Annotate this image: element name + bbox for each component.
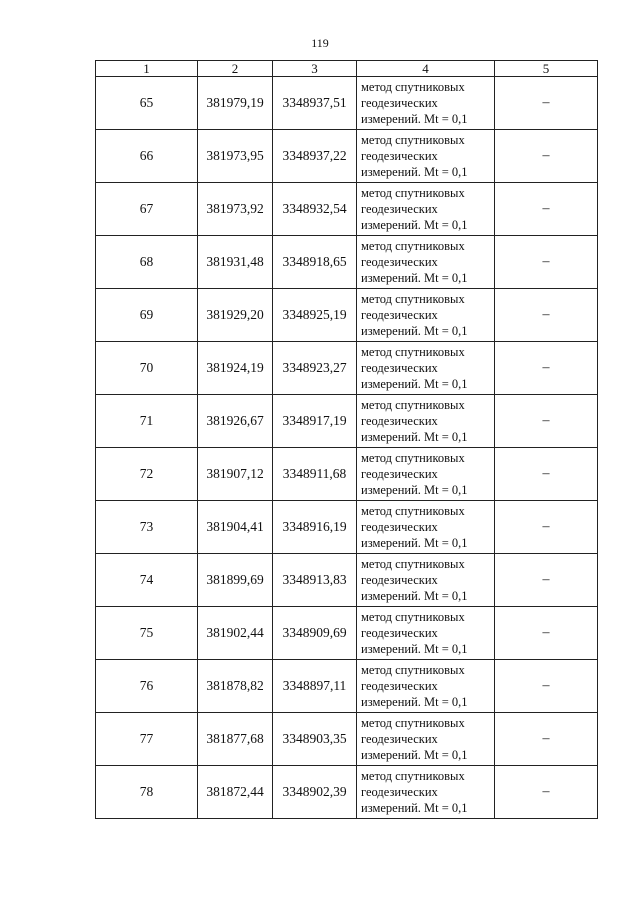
note-cell: – bbox=[495, 607, 598, 660]
method-description: метод спутниковых геодезических измерений. Mt = 0,1 bbox=[357, 183, 495, 236]
coordinate-y: 3348923,27 bbox=[273, 342, 357, 395]
point-number: 68 bbox=[96, 236, 198, 289]
note-cell: – bbox=[495, 713, 598, 766]
note-cell: – bbox=[495, 342, 598, 395]
note-cell: – bbox=[495, 395, 598, 448]
coordinate-y: 3348897,11 bbox=[273, 660, 357, 713]
coordinate-x: 381924,19 bbox=[198, 342, 273, 395]
coordinate-y: 3348911,68 bbox=[273, 448, 357, 501]
point-number: 71 bbox=[96, 395, 198, 448]
coordinate-x: 381878,82 bbox=[198, 660, 273, 713]
coordinate-x: 381877,68 bbox=[198, 713, 273, 766]
header-col-3: 3 bbox=[273, 61, 357, 77]
note-cell: – bbox=[495, 130, 598, 183]
method-description: метод спутниковых геодезических измерений. Mt = 0,1 bbox=[357, 130, 495, 183]
point-number: 72 bbox=[96, 448, 198, 501]
method-description: метод спутниковых геодезических измерений. Mt = 0,1 bbox=[357, 554, 495, 607]
table-row bbox=[96, 501, 598, 554]
note-cell: – bbox=[495, 660, 598, 713]
method-description: метод спутниковых геодезических измерений. Mt = 0,1 bbox=[357, 77, 495, 130]
note-cell: – bbox=[495, 766, 598, 819]
coordinate-x: 381929,20 bbox=[198, 289, 273, 342]
note-cell: – bbox=[495, 554, 598, 607]
table-row bbox=[96, 395, 598, 448]
coordinate-x: 381907,12 bbox=[198, 448, 273, 501]
coordinate-y: 3348917,19 bbox=[273, 395, 357, 448]
header-col-2: 2 bbox=[198, 61, 273, 77]
point-number: 77 bbox=[96, 713, 198, 766]
table-row bbox=[96, 660, 598, 713]
table-row bbox=[96, 766, 598, 819]
method-description: метод спутниковых геодезических измерений. Mt = 0,1 bbox=[357, 342, 495, 395]
coordinate-x: 381926,67 bbox=[198, 395, 273, 448]
method-description: метод спутниковых геодезических измерений. Mt = 0,1 bbox=[357, 660, 495, 713]
coordinate-x: 381973,92 bbox=[198, 183, 273, 236]
method-description: метод спутниковых геодезических измерений. Mt = 0,1 bbox=[357, 501, 495, 554]
method-description: метод спутниковых геодезических измерений. Mt = 0,1 bbox=[357, 289, 495, 342]
point-number: 65 bbox=[96, 77, 198, 130]
method-description: метод спутниковых геодезических измерений. Mt = 0,1 bbox=[357, 713, 495, 766]
coordinate-y: 3348913,83 bbox=[273, 554, 357, 607]
header-col-4: 4 bbox=[357, 61, 495, 77]
header-col-5: 5 bbox=[495, 61, 598, 77]
table-row bbox=[96, 236, 598, 289]
point-number: 76 bbox=[96, 660, 198, 713]
method-description: метод спутниковых геодезических измерений. Mt = 0,1 bbox=[357, 395, 495, 448]
point-number: 70 bbox=[96, 342, 198, 395]
table-row bbox=[96, 713, 598, 766]
table-row bbox=[96, 289, 598, 342]
table-row bbox=[96, 183, 598, 236]
point-number: 78 bbox=[96, 766, 198, 819]
coordinate-y: 3348916,19 bbox=[273, 501, 357, 554]
table-body bbox=[96, 77, 598, 819]
note-cell: – bbox=[495, 77, 598, 130]
point-number: 66 bbox=[96, 130, 198, 183]
note-cell: – bbox=[495, 236, 598, 289]
method-description: метод спутниковых геодезических измерений. Mt = 0,1 bbox=[357, 607, 495, 660]
coordinate-y: 3348902,39 bbox=[273, 766, 357, 819]
coordinate-y: 3348932,54 bbox=[273, 183, 357, 236]
method-description: метод спутниковых геодезических измерений. Mt = 0,1 bbox=[357, 448, 495, 501]
point-number: 74 bbox=[96, 554, 198, 607]
table-row bbox=[96, 448, 598, 501]
table-row bbox=[96, 342, 598, 395]
method-description: метод спутниковых геодезических измерений. Mt = 0,1 bbox=[357, 766, 495, 819]
point-number: 69 bbox=[96, 289, 198, 342]
note-cell: – bbox=[495, 183, 598, 236]
note-cell: – bbox=[495, 289, 598, 342]
point-number: 73 bbox=[96, 501, 198, 554]
coordinate-y: 3348909,69 bbox=[273, 607, 357, 660]
coordinate-x: 381902,44 bbox=[198, 607, 273, 660]
coordinate-x: 381872,44 bbox=[198, 766, 273, 819]
table-header-row bbox=[96, 61, 598, 77]
table-row bbox=[96, 554, 598, 607]
coordinate-x: 381904,41 bbox=[198, 501, 273, 554]
point-number: 67 bbox=[96, 183, 198, 236]
method-description: метод спутниковых геодезических измерений. Mt = 0,1 bbox=[357, 236, 495, 289]
note-cell: – bbox=[495, 448, 598, 501]
coordinate-x: 381931,48 bbox=[198, 236, 273, 289]
table-row bbox=[96, 130, 598, 183]
page-number: 119 bbox=[311, 36, 329, 50]
note-cell: – bbox=[495, 501, 598, 554]
header-col-1: 1 bbox=[96, 61, 198, 77]
coordinate-x: 381979,19 bbox=[198, 77, 273, 130]
coordinate-y: 3348937,51 bbox=[273, 77, 357, 130]
coordinates-table bbox=[95, 60, 598, 819]
coordinate-x: 381973,95 bbox=[198, 130, 273, 183]
table-row bbox=[96, 607, 598, 660]
coordinate-y: 3348918,65 bbox=[273, 236, 357, 289]
coordinate-x: 381899,69 bbox=[198, 554, 273, 607]
coordinate-y: 3348937,22 bbox=[273, 130, 357, 183]
point-number: 75 bbox=[96, 607, 198, 660]
coordinate-y: 3348925,19 bbox=[273, 289, 357, 342]
coordinate-y: 3348903,35 bbox=[273, 713, 357, 766]
table-row bbox=[96, 77, 598, 130]
